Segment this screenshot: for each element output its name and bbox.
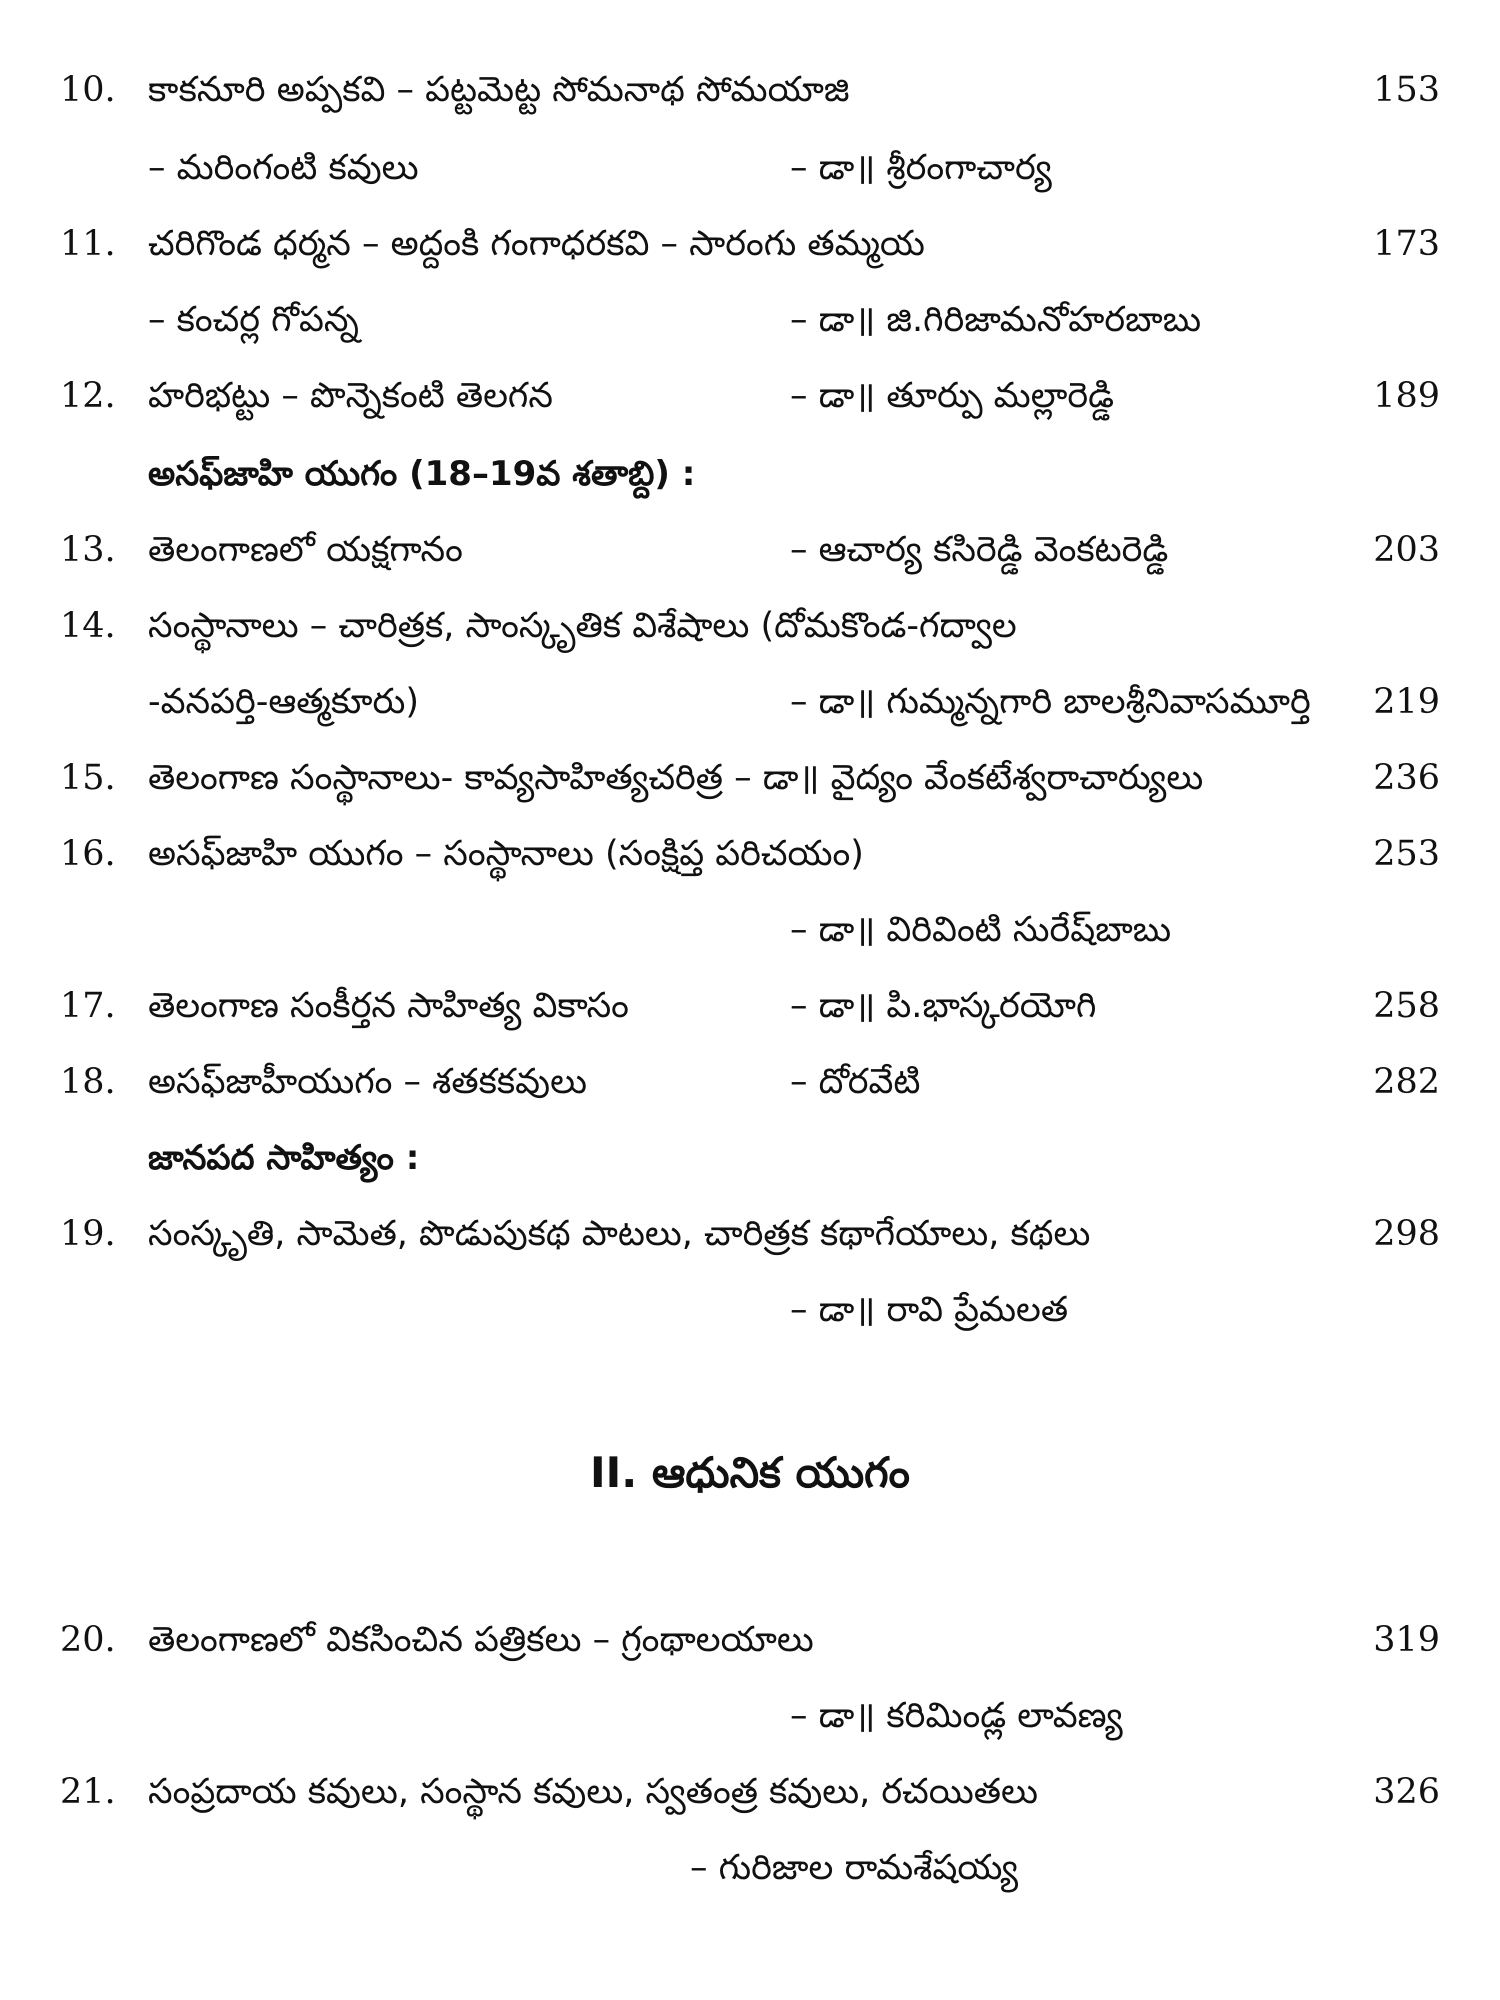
entry-page-number: 253 xyxy=(1373,834,1440,874)
entry-page-number: 236 xyxy=(1373,758,1440,798)
entry-number: 20. xyxy=(60,1620,116,1660)
entry-number: 16. xyxy=(60,834,116,874)
section-heading-janapada xyxy=(0,1128,1500,1188)
toc-entry-19-continued xyxy=(0,1280,1500,1340)
entry-title: తెలంగాణ సంస్థానాలు- కావ్యసాహిత్యచరిత్ర – డా॥ వైద్యం వేంకటేశ్వరాచార్యులు xyxy=(148,758,1204,798)
entry-title: హరిభట్టు – పొన్నెకంటి తెలగన xyxy=(148,376,553,416)
toc-entry-21-continued xyxy=(0,1838,1500,1898)
entry-title: చరిగొండ ధర్మన – అద్దంకి గంగాధరకవి – సారంగు తమ్మయ xyxy=(148,224,925,264)
entry-page-number: 203 xyxy=(1373,530,1440,570)
entry-number: 11. xyxy=(60,224,116,264)
entry-author: – దోరవేటి xyxy=(790,1062,921,1102)
entry-title: అసఫ్‌జాహీయుగం – శతకకవులు xyxy=(148,1062,588,1102)
entry-author: – డా॥ జి.గిరిజామనోహరబాబు xyxy=(790,300,1202,340)
entry-number: 17. xyxy=(60,986,116,1026)
entry-title: తెలంగాణలో యక్షగానం xyxy=(148,530,463,570)
entry-number: 15. xyxy=(60,758,116,798)
toc-entry-20-continued xyxy=(0,1686,1500,1746)
entry-number: 10. xyxy=(60,70,116,110)
toc-entry-13 xyxy=(0,520,1500,580)
entry-author: – డా॥ తూర్పు మల్లారెడ్డి xyxy=(790,376,1115,416)
entry-title-continuation: – మరింగంటి కవులు xyxy=(148,148,419,188)
toc-entry-19 xyxy=(0,1204,1500,1264)
entry-author: – డా॥ గుమ్మన్నగారి బాలశ్రీనివాసమూర్తి xyxy=(790,682,1311,722)
toc-entry-14 xyxy=(0,596,1500,656)
section-heading: జానపద సాహిత్యం : xyxy=(148,1138,420,1178)
entry-page-number: 258 xyxy=(1373,986,1440,1026)
entry-number: 19. xyxy=(60,1214,116,1254)
toc-entry-14-continued xyxy=(0,672,1500,732)
toc-entry-20 xyxy=(0,1610,1500,1670)
entry-page-number: 326 xyxy=(1373,1772,1440,1812)
toc-entry-18 xyxy=(0,1052,1500,1112)
entry-page-number: 298 xyxy=(1373,1214,1440,1254)
entry-title: అసఫ్‌జాహి యుగం – సంస్థానాలు (సంక్షిప్త పరిచయం) xyxy=(148,834,864,874)
entry-number: 12. xyxy=(60,376,116,416)
toc-entry-16-continued xyxy=(0,900,1500,960)
toc-entry-17 xyxy=(0,976,1500,1036)
toc-entry-11-continued xyxy=(0,290,1500,350)
entry-number: 13. xyxy=(60,530,116,570)
entry-title: తెలంగాణ సంకీర్తన సాహిత్య వికాసం xyxy=(148,986,629,1026)
entry-title-continuation: – కంచర్ల గోపన్న xyxy=(148,300,359,340)
section-heading: అసఫ్‌జాహి యుగం (18–19వ శతాబ్ది) : xyxy=(148,454,696,494)
toc-entry-16 xyxy=(0,824,1500,884)
entry-page-number: 189 xyxy=(1373,376,1440,416)
entry-title: కాకనూరి అప్పకవి – పట్టమెట్ట సోమనాథ సోమయాజి xyxy=(148,70,850,110)
entry-number: 21. xyxy=(60,1772,116,1812)
entry-title: సంప్రదాయ కవులు, సంస్థాన కవులు, స్వతంత్ర కవులు, రచయితలు xyxy=(148,1772,1038,1812)
entry-title: తెలంగాణలో వికసించిన పత్రికలు – గ్రంథాలయాలు xyxy=(148,1620,814,1660)
entry-title-continuation: -వనపర్తి-ఆత్మకూరు) xyxy=(148,682,419,722)
entry-author: – ఆచార్య కసిరెడ్డి వెంకటరెడ్డి xyxy=(790,530,1169,570)
entry-title: సంస్కృతి, సామెత, పొడుపుకథ పాటలు, చారిత్రక కథాగేయాలు, కథలు xyxy=(148,1214,1091,1254)
toc-entry-11 xyxy=(0,214,1500,274)
entry-page-number: 282 xyxy=(1373,1062,1440,1102)
entry-title: సంస్థానాలు – చారిత్రక, సాంస్కృతిక విశేషాలు (దోమకొండ-గద్వాల xyxy=(148,606,1017,646)
toc-entry-15 xyxy=(0,748,1500,808)
entry-author: – డా॥ విరివింటి సురేష్‌బాబు xyxy=(790,910,1172,950)
entry-author: – డా॥ కరిమిండ్ల లావణ్య xyxy=(790,1696,1123,1736)
toc-entry-21 xyxy=(0,1762,1500,1822)
entry-page-number: 153 xyxy=(1373,70,1440,110)
entry-author: – డా॥ రావి ప్రేమలత xyxy=(790,1290,1069,1330)
toc-entry-10 xyxy=(0,60,1500,120)
entry-author: – డా॥ శ్రీరంగాచార్య xyxy=(790,148,1052,188)
section-heading-asafjahi xyxy=(0,444,1500,504)
entry-number: 14. xyxy=(60,606,116,646)
entry-page-number: 319 xyxy=(1373,1620,1440,1660)
toc-entry-10-continued xyxy=(0,138,1500,198)
toc-entry-12 xyxy=(0,366,1500,426)
entry-number: 18. xyxy=(60,1062,116,1102)
entry-author: – డా॥ పి.భాస్కరయోగి xyxy=(790,986,1097,1026)
entry-page-number: 173 xyxy=(1373,224,1440,264)
part-heading: II. ఆధునిక యుగం xyxy=(590,1448,910,1497)
entry-page-number: 219 xyxy=(1373,682,1440,722)
entry-author: – గురిజాల రామశేషయ్య xyxy=(690,1848,1019,1888)
